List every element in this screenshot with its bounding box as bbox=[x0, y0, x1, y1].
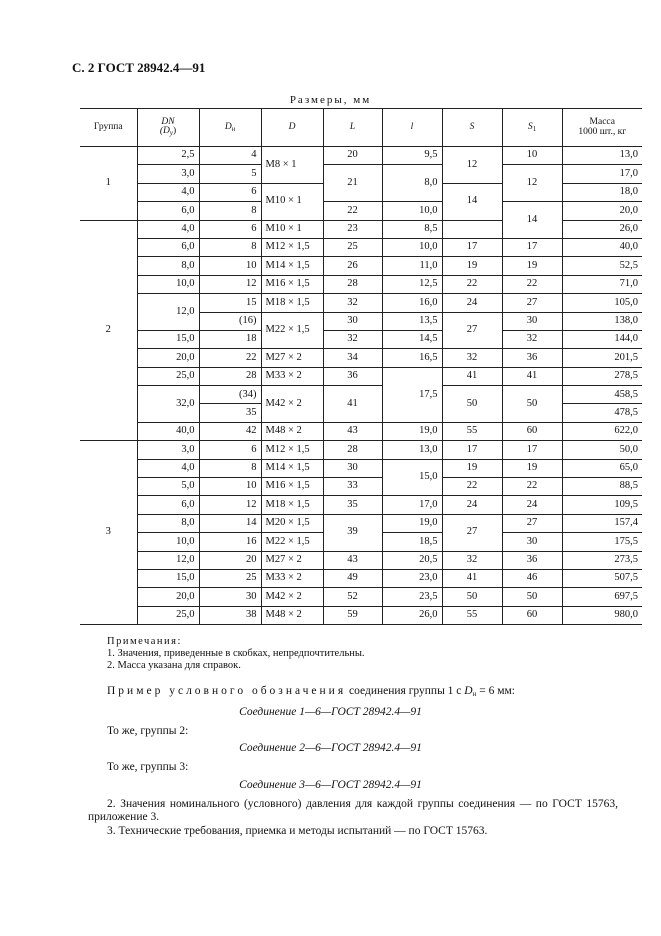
cell-L: 26 bbox=[323, 257, 382, 275]
cell-dn: 12,0 bbox=[137, 294, 199, 331]
cell-s1: 17 bbox=[502, 238, 562, 256]
cell-mass: 157,4 bbox=[562, 514, 642, 532]
dimensions-table bbox=[80, 108, 642, 625]
cell-dh: 8 bbox=[199, 238, 261, 256]
cell-dh: 18 bbox=[199, 330, 261, 348]
cell-l: 17,0 bbox=[382, 496, 442, 514]
cell-s1: 14 bbox=[502, 202, 562, 239]
page-header: С. 2 ГОСТ 28942.4—91 bbox=[72, 60, 206, 75]
cell-dn: 10,0 bbox=[137, 533, 199, 551]
cell-L: 21 bbox=[323, 165, 382, 202]
header-mass bbox=[562, 109, 642, 147]
table-row bbox=[80, 551, 642, 569]
paragraph-2-text: 2. Значения номинального (условного) давления для каждой группы соединения — по ГОСТ 15763, приложение 3. bbox=[88, 798, 618, 823]
cell-dn: 5,0 bbox=[137, 478, 199, 496]
cell-l: 14,5 bbox=[382, 330, 442, 348]
cell-s: 22 bbox=[442, 478, 502, 496]
cell-l: 18,5 bbox=[382, 533, 442, 551]
cell-d: M27 × 2 bbox=[261, 349, 323, 367]
table-row bbox=[80, 238, 642, 256]
cell-dn: 20,0 bbox=[137, 588, 199, 606]
cell-s: 50 bbox=[442, 386, 502, 423]
cell-d: M10 × 1 bbox=[261, 183, 323, 220]
cell-l: 19,0 bbox=[382, 422, 442, 440]
header-dn bbox=[137, 109, 199, 147]
cell-d: M48 × 2 bbox=[261, 422, 323, 440]
designation-2: Соединение 2—6—ГОСТ 28942.4—91 bbox=[239, 742, 422, 754]
cell-s: 27 bbox=[442, 312, 502, 349]
cell-mass: 697,5 bbox=[562, 588, 642, 606]
cell-s1: 22 bbox=[502, 275, 562, 293]
cell-mass: 50,0 bbox=[562, 441, 642, 459]
cell-s1: 46 bbox=[502, 569, 562, 587]
cell-mass: 273,5 bbox=[562, 551, 642, 569]
cell-dh: 12 bbox=[199, 496, 261, 514]
cell-s: 19 bbox=[442, 459, 502, 477]
cell-s: 41 bbox=[442, 367, 502, 385]
cell-dh: 8 bbox=[199, 202, 261, 220]
cell-s1: 27 bbox=[502, 514, 562, 532]
cell-dh: (16) bbox=[199, 312, 261, 330]
cell-d: M42 × 2 bbox=[261, 386, 323, 423]
cell-d: M22 × 1,5 bbox=[261, 533, 323, 551]
header-dh-label: D bbox=[224, 121, 232, 132]
cell-dh: 14 bbox=[199, 514, 261, 532]
cell-l: 10,0 bbox=[382, 202, 442, 220]
header-S: S bbox=[442, 109, 502, 147]
cell-mass: 201,5 bbox=[562, 349, 642, 367]
cell-L: 28 bbox=[323, 441, 382, 459]
cell-dn: 2,5 bbox=[137, 147, 199, 165]
cell-l: 16,0 bbox=[382, 294, 442, 312]
cell-dn: 25,0 bbox=[137, 606, 199, 624]
cell-s1: 19 bbox=[502, 459, 562, 477]
cell-dh: 4 bbox=[199, 147, 261, 165]
cell-s1: 41 bbox=[502, 367, 562, 385]
cell-d: M18 × 1,5 bbox=[261, 496, 323, 514]
cell-L: 32 bbox=[323, 294, 382, 312]
cell-dh: 10 bbox=[199, 257, 261, 275]
table-row bbox=[80, 349, 642, 367]
cell-dn: 4,0 bbox=[137, 459, 199, 477]
example-text: соединения группы 1 с bbox=[346, 685, 465, 697]
cell-s: 24 bbox=[442, 294, 502, 312]
same-group-3: То же, группы 3: bbox=[107, 761, 189, 773]
cell-dn: 25,0 bbox=[137, 367, 199, 385]
cell-mass: 458,5 bbox=[562, 386, 642, 404]
cell-mass: 18,0 bbox=[562, 183, 642, 201]
table-row bbox=[80, 275, 642, 293]
cell-mass: 478,5 bbox=[562, 404, 642, 422]
cell-mass: 20,0 bbox=[562, 202, 642, 220]
cell-mass: 278,5 bbox=[562, 367, 642, 385]
cell-s1: 17 bbox=[502, 441, 562, 459]
cell-d: M20 × 1,5 bbox=[261, 514, 323, 532]
cell-L: 34 bbox=[323, 349, 382, 367]
cell-mass: 71,0 bbox=[562, 275, 642, 293]
cell-dh: 6 bbox=[199, 441, 261, 459]
cell-s1: 60 bbox=[502, 422, 562, 440]
cell-dh: 20 bbox=[199, 551, 261, 569]
cell-l: 16,5 bbox=[382, 349, 442, 367]
cell-mass: 622,0 bbox=[562, 422, 642, 440]
cell-d: M8 × 1 bbox=[261, 147, 323, 184]
cell-dh: 8 bbox=[199, 459, 261, 477]
table-row bbox=[80, 496, 642, 514]
cell-dn: 3,0 bbox=[137, 165, 199, 183]
table-row bbox=[80, 569, 642, 587]
cell-L: 59 bbox=[323, 606, 382, 624]
cell-l: 9,5 bbox=[382, 147, 442, 165]
table-caption: Размеры, мм bbox=[289, 94, 372, 106]
cell-dn: 4,0 bbox=[137, 220, 199, 238]
cell-s: 19 bbox=[442, 257, 502, 275]
header-l: l bbox=[382, 109, 442, 147]
table-row bbox=[80, 165, 642, 183]
notes bbox=[107, 636, 365, 672]
cell-l: 8,0 bbox=[382, 165, 442, 202]
cell-dh: 38 bbox=[199, 606, 261, 624]
cell-L: 28 bbox=[323, 275, 382, 293]
cell-s1: 12 bbox=[502, 165, 562, 202]
cell-mass: 980,0 bbox=[562, 606, 642, 624]
cell-L: 41 bbox=[323, 386, 382, 423]
cell-l: 13,5 bbox=[382, 312, 442, 330]
cell-s: 27 bbox=[442, 514, 502, 551]
header-group: Группа bbox=[80, 109, 137, 147]
cell-mass: 109,5 bbox=[562, 496, 642, 514]
cell-mass: 88,5 bbox=[562, 478, 642, 496]
cell-s: 24 bbox=[442, 496, 502, 514]
cell-l: 15,0 bbox=[382, 459, 442, 496]
cell-mass: 144,0 bbox=[562, 330, 642, 348]
cell-l: 20,5 bbox=[382, 551, 442, 569]
cell-d: M48 × 2 bbox=[261, 606, 323, 624]
designation-example bbox=[107, 685, 515, 698]
cell-dn: 15,0 bbox=[137, 330, 199, 348]
cell-dn: 6,0 bbox=[137, 496, 199, 514]
note-2: 2. Масса указана для справок. bbox=[107, 660, 241, 671]
cell-L: 23 bbox=[323, 220, 382, 238]
cell-s1: 10 bbox=[502, 147, 562, 165]
cell-dn: 8,0 bbox=[137, 514, 199, 532]
cell-s1: 24 bbox=[502, 496, 562, 514]
cell-s bbox=[442, 220, 502, 238]
cell-mass: 507,5 bbox=[562, 569, 642, 587]
header-S1-label: S bbox=[527, 121, 533, 132]
table-row bbox=[80, 441, 642, 459]
cell-L: 49 bbox=[323, 569, 382, 587]
cell-dn: 6,0 bbox=[137, 238, 199, 256]
header-mass-line1: Масса bbox=[589, 117, 615, 127]
cell-l: 13,0 bbox=[382, 441, 442, 459]
table-row bbox=[80, 257, 642, 275]
cell-mass: 52,5 bbox=[562, 257, 642, 275]
cell-s1: 36 bbox=[502, 349, 562, 367]
cell-dh: 6 bbox=[199, 220, 261, 238]
header-d: D bbox=[261, 109, 323, 147]
table-row bbox=[80, 386, 642, 404]
cell-mass: 138,0 bbox=[562, 312, 642, 330]
cell-dh: 16 bbox=[199, 533, 261, 551]
cell-s: 17 bbox=[442, 441, 502, 459]
cell-s: 14 bbox=[442, 183, 502, 220]
cell-dh: (34) bbox=[199, 386, 261, 404]
cell-dh: 30 bbox=[199, 588, 261, 606]
cell-mass: 65,0 bbox=[562, 459, 642, 477]
table-row bbox=[80, 367, 642, 385]
cell-d: M18 × 1,5 bbox=[261, 294, 323, 312]
cell-L: 32 bbox=[323, 330, 382, 348]
cell-d: M33 × 2 bbox=[261, 569, 323, 587]
cell-d: M16 × 1,5 bbox=[261, 478, 323, 496]
cell-L: 22 bbox=[323, 202, 382, 220]
cell-d: M27 × 2 bbox=[261, 551, 323, 569]
example-d: D bbox=[464, 685, 473, 697]
cell-L: 39 bbox=[323, 514, 382, 551]
table-row bbox=[80, 294, 642, 312]
designation-1: Соединение 1—6—ГОСТ 28942.4—91 bbox=[239, 706, 422, 718]
cell-s: 22 bbox=[442, 275, 502, 293]
cell-s1: 32 bbox=[502, 330, 562, 348]
cell-L: 52 bbox=[323, 588, 382, 606]
table-row bbox=[80, 459, 642, 477]
cell-L: 36 bbox=[323, 367, 382, 385]
cell-l: 12,5 bbox=[382, 275, 442, 293]
cell-mass: 175,5 bbox=[562, 533, 642, 551]
cell-dh: 28 bbox=[199, 367, 261, 385]
cell-dh: 25 bbox=[199, 569, 261, 587]
cell-L: 20 bbox=[323, 147, 382, 165]
cell-mass: 105,0 bbox=[562, 294, 642, 312]
cell-s1: 22 bbox=[502, 478, 562, 496]
cell-d: M22 × 1,5 bbox=[261, 312, 323, 349]
cell-dn: 15,0 bbox=[137, 569, 199, 587]
paragraph-3-text: 3. Технические требования, приемка и методы испытаний — по ГОСТ 15763. bbox=[107, 825, 488, 837]
cell-s1: 60 bbox=[502, 606, 562, 624]
cell-l: 11,0 bbox=[382, 257, 442, 275]
designation-3: Соединение 3—6—ГОСТ 28942.4—91 bbox=[239, 779, 422, 791]
cell-dh: 35 bbox=[199, 404, 261, 422]
cell-L: 43 bbox=[323, 551, 382, 569]
cell-dh: 12 bbox=[199, 275, 261, 293]
cell-dn: 12,0 bbox=[137, 551, 199, 569]
cell-dn: 20,0 bbox=[137, 349, 199, 367]
cell-L: 43 bbox=[323, 422, 382, 440]
cell-s: 32 bbox=[442, 349, 502, 367]
cell-dn: 6,0 bbox=[137, 202, 199, 220]
table-row bbox=[80, 202, 642, 220]
table-row bbox=[80, 422, 642, 440]
table-row bbox=[80, 330, 642, 348]
cell-mass: 13,0 bbox=[562, 147, 642, 165]
header-dh-sub: н bbox=[231, 124, 236, 133]
cell-s: 32 bbox=[442, 551, 502, 569]
header-dy-label: (D bbox=[159, 126, 170, 137]
header-S1-sub: 1 bbox=[532, 124, 537, 133]
cell-L: 33 bbox=[323, 478, 382, 496]
cell-dn: 40,0 bbox=[137, 422, 199, 440]
note-1: 1. Значения, приведенные в скобках, непредпочтительны. bbox=[107, 648, 365, 659]
cell-s: 41 bbox=[442, 569, 502, 587]
cell-l: 19,0 bbox=[382, 514, 442, 532]
cell-d: M10 × 1 bbox=[261, 220, 323, 238]
cell-dh: 22 bbox=[199, 349, 261, 367]
cell-l: 26,0 bbox=[382, 606, 442, 624]
table-header-row bbox=[80, 109, 642, 147]
cell-d: M42 × 2 bbox=[261, 588, 323, 606]
table-row bbox=[80, 606, 642, 624]
cell-s1: 36 bbox=[502, 551, 562, 569]
cell-d: M33 × 2 bbox=[261, 367, 323, 385]
header-dh bbox=[199, 109, 261, 147]
cell-d: M14 × 1,5 bbox=[261, 257, 323, 275]
cell-L: 35 bbox=[323, 496, 382, 514]
cell-s1: 30 bbox=[502, 533, 562, 551]
paragraph-2 bbox=[88, 798, 618, 824]
cell-dh: 42 bbox=[199, 422, 261, 440]
header-dn-label: DN bbox=[161, 116, 175, 127]
table-row bbox=[80, 147, 642, 165]
cell-dn: 4,0 bbox=[137, 183, 199, 201]
cell-l: 8,5 bbox=[382, 220, 442, 238]
cell-d: M12 × 1,5 bbox=[261, 238, 323, 256]
cell-dn: 8,0 bbox=[137, 257, 199, 275]
cell-s: 50 bbox=[442, 588, 502, 606]
cell-mass: 40,0 bbox=[562, 238, 642, 256]
example-d-sub: н bbox=[472, 690, 477, 698]
cell-mass: 17,0 bbox=[562, 165, 642, 183]
table-row bbox=[80, 588, 642, 606]
header-S1 bbox=[502, 109, 562, 147]
cell-L: 25 bbox=[323, 238, 382, 256]
cell-l: 23,0 bbox=[382, 569, 442, 587]
cell-l: 17,5 bbox=[382, 367, 442, 422]
cell-s: 12 bbox=[442, 147, 502, 184]
cell-s1: 27 bbox=[502, 294, 562, 312]
cell-dh: 6 bbox=[199, 183, 261, 201]
example-lead: Пример условного обозначения bbox=[107, 685, 347, 697]
cell-dh: 5 bbox=[199, 165, 261, 183]
cell-s: 55 bbox=[442, 422, 502, 440]
same-group-2: То же, группы 2: bbox=[107, 725, 189, 737]
header-mass-line2: 1000 шт., кг bbox=[578, 126, 627, 137]
cell-dn: 3,0 bbox=[137, 441, 199, 459]
notes-title: Примечания: bbox=[107, 636, 182, 647]
cell-dh: 10 bbox=[199, 478, 261, 496]
header-dy-close: ) bbox=[172, 126, 177, 137]
cell-dn: 10,0 bbox=[137, 275, 199, 293]
cell-s1: 19 bbox=[502, 257, 562, 275]
cell-s1: 30 bbox=[502, 312, 562, 330]
cell-s: 55 bbox=[442, 606, 502, 624]
group-cell: 1 bbox=[80, 147, 137, 221]
example-tail: = 6 мм: bbox=[476, 685, 515, 697]
table-row bbox=[80, 514, 642, 532]
cell-l: 23,5 bbox=[382, 588, 442, 606]
cell-d: M14 × 1,5 bbox=[261, 459, 323, 477]
cell-L: 30 bbox=[323, 459, 382, 477]
cell-mass: 26,0 bbox=[562, 220, 642, 238]
cell-s: 17 bbox=[442, 238, 502, 256]
table-row bbox=[80, 478, 642, 496]
cell-dh: 15 bbox=[199, 294, 261, 312]
cell-d: M12 × 1,5 bbox=[261, 441, 323, 459]
cell-s1: 50 bbox=[502, 386, 562, 423]
cell-d: M16 × 1,5 bbox=[261, 275, 323, 293]
cell-dn: 32,0 bbox=[137, 386, 199, 423]
header-dy-sub: у bbox=[169, 129, 173, 138]
group-cell: 2 bbox=[80, 220, 137, 441]
cell-L: 30 bbox=[323, 312, 382, 330]
cell-s1: 50 bbox=[502, 588, 562, 606]
cell-l: 10,0 bbox=[382, 238, 442, 256]
group-cell: 3 bbox=[80, 441, 137, 625]
header-L: L bbox=[323, 109, 382, 147]
paragraph-3 bbox=[88, 825, 618, 838]
